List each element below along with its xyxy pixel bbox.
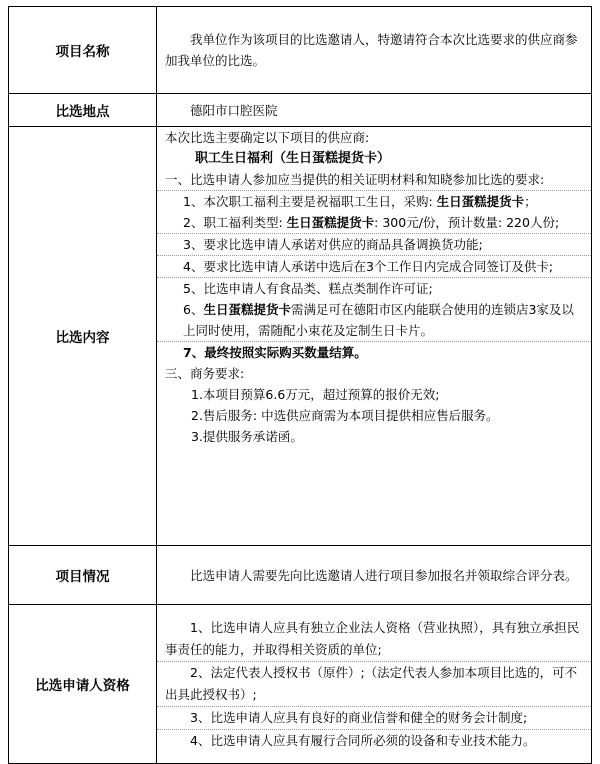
label-location: 比选地点	[9, 94, 157, 127]
content-point-5: 5、比选申请人有食品类、糕点类制作许可证;	[183, 281, 433, 296]
content-point-2	[165, 212, 581, 233]
commerce-point-1: 1.本项目预算6.6万元，超过预算的报价无效;	[191, 387, 440, 402]
location-value: 德阳市口腔医院	[190, 102, 278, 118]
commerce-point-3: 3.提供服务承诺函。	[191, 429, 303, 444]
row-project-name	[9, 7, 592, 94]
point-2-end: : 300元/份，预计数量: 220人份;	[374, 215, 560, 230]
content-intro: 本次比选主要确定以下项目的供应商:	[165, 130, 370, 145]
row-location	[9, 94, 592, 127]
content-point-1	[165, 191, 581, 212]
qualification-point-3: 3、比选申请人应具有良好的商业信誉和健全的财务会计制度;	[190, 709, 528, 725]
content-point-3: 3、要求比选申请人承诺对供应的商品具备调换货功能;	[183, 237, 483, 252]
content-point-4: 4、要求比选申请人承诺中选后在3个工作日内完成合同签订及供卡;	[183, 259, 554, 274]
qualification-text	[157, 605, 592, 764]
commerce-point-2: 2.售后服务: 中选供应商需为本项目提供相应售后服务。	[191, 408, 499, 423]
content-item-title: 职工生日福利（生日蛋糕提货卡）	[195, 151, 391, 166]
project-info-paragraph: 比选申请人需要先向比选邀请人进行项目参加报名并领取综合评分表。	[190, 567, 578, 583]
label-qualification: 比选申请人资格	[9, 605, 157, 764]
point-6-end: 需满足可在德阳市区内能联合使用的连锁店3家及以上同时使用，需随配小束花及定制生日卡片。	[183, 302, 574, 338]
point-6-text: 6、	[183, 302, 204, 317]
project-name-paragraph: 我单位作为该项目的比选邀请人，特邀请符合本次比选要求的供应商参加我单位的比选。	[165, 32, 578, 68]
qualification-point-1: 1、比选申请人应具有独立企业法人资格（营业执照），具有独立承担民事责任的能力，并取得相关资质的单位;	[165, 619, 580, 657]
project-info-text	[157, 546, 592, 605]
content-section-1: 一、比选申请人参加应当提供的相关证明材料和知晓参加比选的要求:	[165, 172, 545, 187]
point-2-text: 2、职工福利类型:	[183, 215, 287, 230]
point-1-text: 1、本次职工福利主要是祝福职工生日，采购:	[183, 194, 437, 209]
content-section-3: 三、商务要求:	[165, 366, 245, 381]
point-1-end: ；	[524, 194, 537, 209]
procurement-table	[8, 6, 592, 764]
point-2-bold: 生日蛋糕提货卡	[286, 215, 375, 230]
label-content: 比选内容	[9, 127, 157, 546]
content-point-6	[165, 299, 581, 341]
point-1-bold: 生日蛋糕提货卡	[436, 194, 525, 209]
row-content	[9, 127, 592, 546]
content-text	[157, 127, 592, 546]
label-project-name: 项目名称	[9, 7, 157, 94]
qualification-point-4: 4、比选申请人应具有履行合同所必须的设备和专业技术能力。	[190, 732, 536, 748]
point-6-bold: 生日蛋糕提货卡	[203, 302, 291, 317]
row-project-info	[9, 546, 592, 605]
location-text	[157, 94, 592, 127]
project-name-text	[157, 7, 592, 94]
row-qualification	[9, 605, 592, 764]
label-project-info: 项目情况	[9, 546, 157, 605]
qualification-point-2: 2、法定代表人授权书（原件）;（法定代表人参加本项目比选的，可不出具此授权书）;	[165, 664, 578, 702]
content-point-7: 7、最终按照实际购买数量结算。	[183, 345, 367, 360]
